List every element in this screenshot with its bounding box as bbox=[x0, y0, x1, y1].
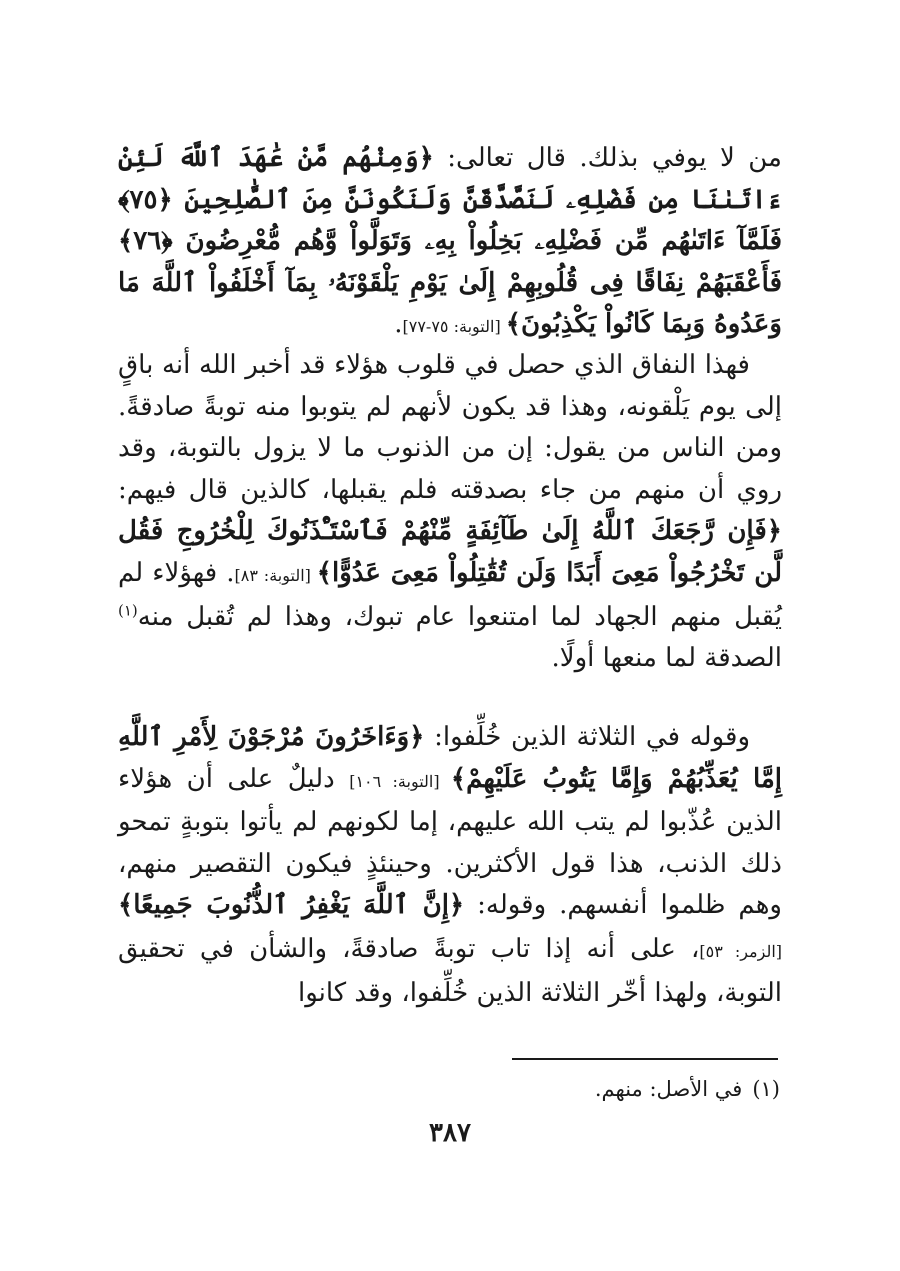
footnote-text: في الأصل: منهم. bbox=[594, 1077, 743, 1101]
body-text: فهذا النفاق الذي حصل في قلوب هؤلاء قد أخبر الله أنه باقٍ إلى يوم يَلْقونه، وهذا قد يكون لأنهم لم يتوبوا منه توبةً صادقةً. ومن الناس من يقول: إن من الذنوب ما لا يزول بالتوبة، وقد روي أن منهم من جاء بصدقته فلم يقبلها، كالذين قال فيهم: bbox=[118, 350, 782, 505]
body-text: . فهؤلاء لم يُقبل منهم الجهاد لما امتنعوا عام تبوك، وهذا لم تُقبل منه bbox=[118, 557, 782, 632]
paragraph-1 bbox=[118, 138, 782, 348]
verse-reference: [التوبة: ٧٥-٧٧] bbox=[402, 317, 506, 337]
body-text: الصدقة لما منعها أولًا. bbox=[551, 643, 782, 674]
footnote-divider bbox=[512, 1058, 778, 1060]
paragraph-3 bbox=[118, 717, 782, 1014]
page-number: ٣٨٧ bbox=[429, 1118, 471, 1148]
quran-verse: ﴿فَإِن رَّجَعَكَ ٱللَّهُ إِلَىٰ طَآئِفَةٍ مِّنْهُمْ فَٱسْتَـْٔذَنُوكَ لِلْخُرُوجِ فَقُل لَّن تَخْرُجُواْ مَعِىَ أَبَدًا وَلَن تُقَٰتِلُواْ مَعِىَ عَدُوًّا﴾ bbox=[118, 516, 782, 588]
body-text: دليلٌ على أن هؤلاء الذين عُذّبوا لم يتب الله عليهم، إما لكونهم لم يأتوا بتوبةٍ تمحو ذلك الذنب، هذا قول الأكثرين. وحينئذٍ فيكون التقصير منهم، وهم ظلموا أنفسهم. وقوله: bbox=[118, 763, 782, 921]
verse-reference: [التوبة: ١٠٦] bbox=[349, 771, 451, 791]
footnote-marker[interactable]: (١) bbox=[118, 600, 138, 619]
verse-reference: [التوبة: ٨٣] bbox=[234, 565, 317, 585]
verse-reference: [الزمر: ٥٣] bbox=[699, 941, 783, 961]
body-text: وقوله في الثلاثة الذين خُلِّفوا: bbox=[424, 722, 750, 752]
footnote bbox=[480, 1074, 780, 1104]
footnote-number: (١) bbox=[752, 1077, 780, 1101]
body-text: ، على أنه إذا تاب توبةً صادقةً، والشأن في تحقيق التوبة، ولهذا أخّر الثلاثة الذين خُلِّفوا، وقد كانوا bbox=[118, 933, 782, 1008]
paragraph-2 bbox=[118, 345, 782, 680]
body-text: من لا يوفي بذلك. قال تعالى: bbox=[433, 143, 782, 173]
quran-verse: ﴿وَءَاخَرُونَ مُرْجَوْنَ لِأَمْرِ ٱللَّهِ إِمَّا يُعَذِّبُهُمْ وَإِمَّا يَتُوبُ عَلَيْهِمْ﴾ bbox=[118, 722, 783, 794]
quran-verse: ﴿إِنَّ ٱللَّهَ يَغْفِرُ ٱلذُّنُوبَ جَمِيعًا﴾ bbox=[118, 890, 465, 921]
quran-verse: ﴿وَمِنْهُم مَّنْ عَٰهَدَ ٱللَّهَ لَئِنْ ءَاتَىٰنَا مِن فَضْلِهِۦ لَنَصَّدَّقَنَّ وَلَنَكُونَنَّ مِنَ ٱلصَّٰلِحِينَ ﴿٧٥﴾ فَلَمَّآ ءَاتَىٰهُم مِّن فَضْلِهِۦ بَخِلُواْ بِهِۦ وَتَوَلَّواْ وَّهُم مُّعْرِضُونَ ﴿٧٦﴾ فَأَعْقَبَهُمْ نِفَاقًا فِى قُلُوبِهِمْ إِلَىٰ يَوْمِ يَلْقَوْنَهُۥ بِمَآ أَخْلَفُواْ ٱللَّهَ مَا وَعَدُوهُ وَبِمَا كَانُواْ يَكْذِبُونَ﴾ bbox=[118, 143, 782, 340]
body-text: . bbox=[394, 309, 403, 340]
